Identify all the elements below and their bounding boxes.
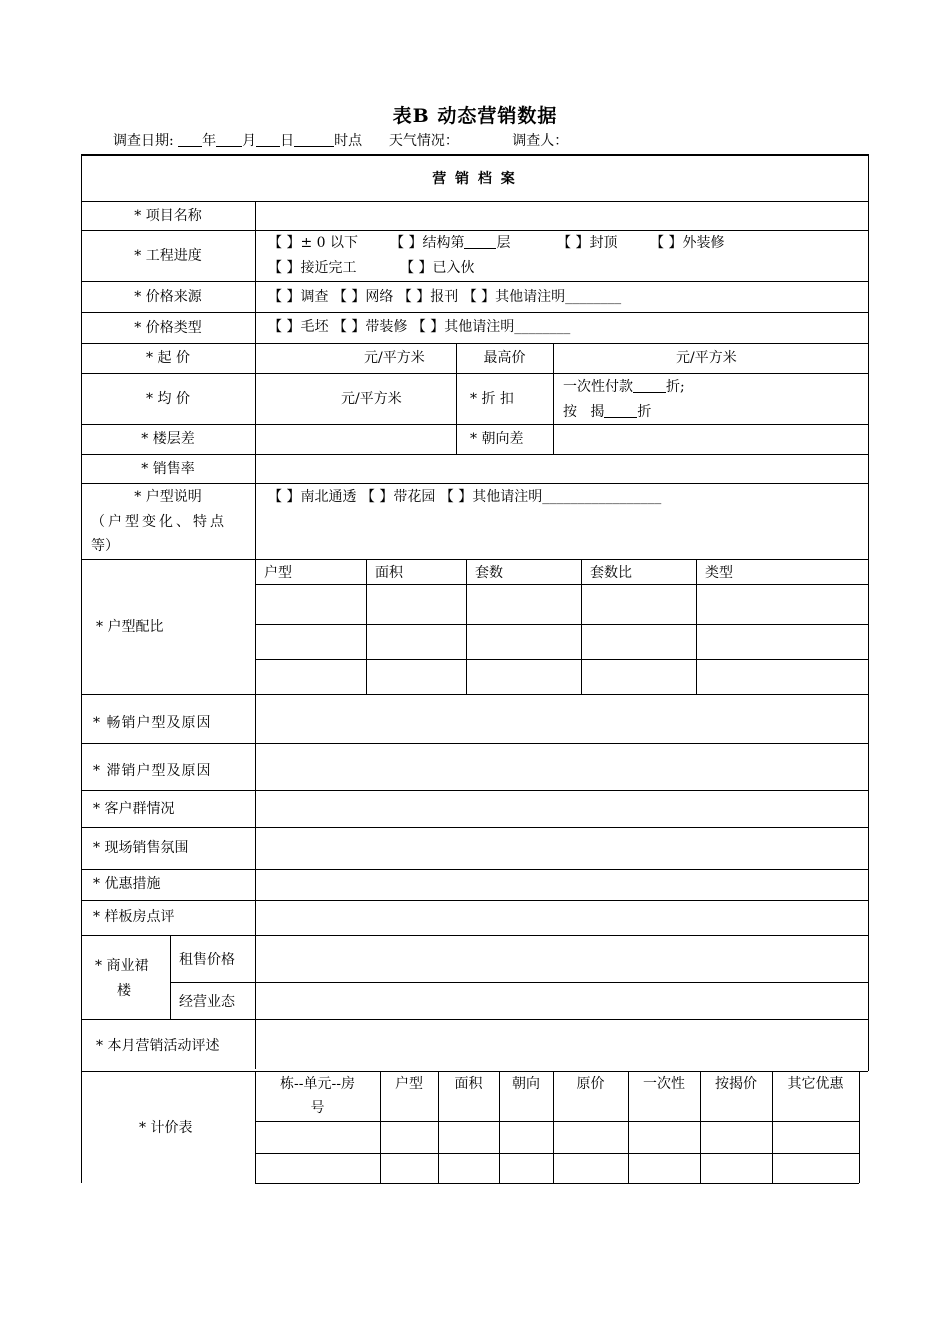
project-name-label: * 项目名称	[134, 208, 202, 224]
price-row-line	[255, 1183, 859, 1184]
discount-lump-sum	[563, 378, 685, 396]
unit-mix-label: * 户型配比	[96, 619, 164, 635]
orientation-diff-label: * 朝向差	[470, 431, 524, 447]
hour-label: 时点	[334, 133, 363, 149]
progress-opt-occupied[interactable]: 【 】已入伙	[400, 260, 475, 276]
row-line	[81, 694, 868, 695]
page-title: 表B 动态营销数据	[392, 105, 558, 127]
price-type-options[interactable]: 【 】毛坯 【 】带装修 【 】其他请注明________	[268, 319, 571, 335]
price-table-label: * 计价表	[139, 1120, 193, 1136]
row-line	[81, 790, 868, 791]
mix-header-area: 面积	[375, 565, 403, 581]
price-source-options[interactable]: 【 】调查 【 】网络 【 】报刊 【 】其他请注明________	[268, 289, 622, 305]
mix-header-count: 套数	[475, 565, 503, 581]
progress-opt-topped[interactable]: 【 】封顶	[557, 235, 618, 251]
mix-row-line	[255, 624, 868, 625]
floor-unit: 层	[496, 235, 511, 251]
discount-label: * 折 扣	[470, 391, 514, 407]
mortgage-label: 按 揭	[563, 404, 605, 420]
progress-opt-below-zero[interactable]: 【 】± 0 以下	[268, 235, 358, 251]
survey-meta	[113, 130, 568, 150]
row-line	[81, 900, 868, 901]
mix-row-line	[255, 659, 868, 660]
price-source-label: * 价格来源	[134, 289, 202, 305]
price-header-area: 面积	[454, 1076, 483, 1092]
hour-blank[interactable]	[294, 133, 334, 147]
start-price-unit: 元/平方米	[364, 350, 425, 366]
podium-col-line	[170, 935, 171, 1019]
avg-price-unit: 元/平方米	[341, 391, 402, 407]
row-line	[81, 343, 868, 344]
row-line	[81, 827, 868, 828]
mix-header-category: 类型	[705, 565, 733, 581]
price-header-type: 户型	[395, 1076, 423, 1092]
floor-blank[interactable]	[464, 235, 496, 249]
slow-seller-label: * 滞销户型及原因	[93, 763, 212, 779]
mix-header-type: 户型	[264, 565, 292, 581]
price-header-unit: 栋--单元--房	[280, 1076, 355, 1092]
podium-label-2: 楼	[117, 983, 131, 999]
table-left-border	[81, 154, 82, 1183]
max-price-unit: 元/平方米	[676, 350, 737, 366]
unit-desc-label-3: 等）	[91, 538, 119, 554]
start-price-label: * 起 价	[146, 350, 190, 366]
row-line	[81, 373, 868, 374]
unit-desc-label-1: * 户型说明	[134, 489, 202, 505]
lump-sum-label: 一次性付款	[563, 379, 633, 395]
mix-col-line	[366, 559, 367, 694]
row-line	[81, 230, 868, 231]
sales-rate-label: * 销售率	[141, 461, 195, 477]
unit-desc-label-2: （户型变化、特点	[91, 514, 227, 530]
price-header-original: 原价	[576, 1076, 605, 1092]
progress-label: * 工程进度	[134, 248, 202, 264]
row-line	[81, 869, 868, 870]
row-line	[81, 559, 868, 560]
table-top-border	[81, 154, 869, 156]
business-label: 经营业态	[179, 994, 235, 1010]
rent-price-label: 租售价格	[179, 952, 235, 968]
row-line	[81, 483, 868, 484]
mortgage-blank[interactable]	[604, 404, 637, 418]
price-type-label: * 价格类型	[134, 320, 202, 336]
progress-opt-near-complete[interactable]: 【 】接近完工	[268, 260, 357, 276]
label-col-divider	[255, 201, 256, 1069]
max-price-label: 最高价	[483, 350, 526, 366]
price-header-mortgage: 按揭价	[715, 1076, 757, 1092]
price-header-other: 其它优惠	[787, 1076, 844, 1092]
discount-mortgage	[563, 403, 651, 421]
lump-sum-unit: 折;	[666, 379, 685, 395]
row-line	[81, 1071, 868, 1072]
col-divider	[553, 343, 554, 454]
price-row-line	[255, 1121, 859, 1122]
mix-col-line	[696, 559, 697, 694]
customers-label: * 客户群情况	[93, 801, 175, 817]
price-header-unit-2: 号	[310, 1100, 325, 1116]
progress-opt-structure[interactable]	[390, 234, 510, 252]
lump-sum-blank[interactable]	[633, 379, 666, 393]
price-right-border	[859, 1071, 860, 1183]
atmosphere-label: * 现场销售氛围	[93, 840, 189, 856]
row-line	[81, 281, 868, 282]
best-seller-label: * 畅销户型及原因	[93, 715, 212, 731]
floor-diff-label: * 楼层差	[141, 431, 195, 447]
monthly-review-label: * 本月营销活动评述	[96, 1038, 220, 1054]
price-header-lump-sum: 一次性	[643, 1076, 685, 1092]
row-line	[81, 743, 868, 744]
progress-structure-label: 【 】结构第	[390, 235, 465, 251]
mortgage-unit: 折	[637, 404, 652, 420]
row-line	[81, 424, 868, 425]
showroom-label: * 样板房点评	[93, 909, 175, 925]
row-line	[81, 454, 868, 455]
day-label: 日	[280, 133, 295, 149]
archive-header: 营 销 档 案	[432, 171, 517, 187]
price-header-orientation: 朝向	[512, 1076, 540, 1092]
mix-col-line	[581, 559, 582, 694]
podium-label-1: * 商业裙	[95, 958, 149, 974]
row-line	[81, 312, 868, 313]
month-blank[interactable]	[216, 133, 242, 147]
surveyor-label: 调查人：	[512, 133, 569, 149]
weather-label: 天气情况：	[388, 133, 459, 149]
progress-opt-exterior[interactable]: 【 】外装修	[650, 235, 725, 251]
promotion-label: * 优惠措施	[93, 876, 161, 892]
mix-row-line	[255, 584, 868, 585]
mix-col-line	[466, 559, 467, 694]
podium-row-line	[170, 982, 868, 983]
row-line	[81, 201, 868, 202]
price-row-line	[255, 1153, 859, 1154]
date-label: 调查日期:	[113, 133, 179, 149]
day-blank[interactable]	[256, 133, 280, 147]
table-right-border	[868, 154, 869, 1071]
mix-header-ratio: 套数比	[590, 565, 632, 581]
row-line	[81, 935, 868, 936]
year-blank[interactable]	[178, 133, 202, 147]
avg-price-label: * 均 价	[146, 391, 190, 407]
row-line	[81, 1019, 868, 1020]
month-label: 月	[242, 133, 257, 149]
year-label: 年	[202, 133, 217, 149]
unit-desc-options[interactable]: 【 】南北通透 【 】带花园 【 】其他请注明_________________	[268, 489, 662, 505]
